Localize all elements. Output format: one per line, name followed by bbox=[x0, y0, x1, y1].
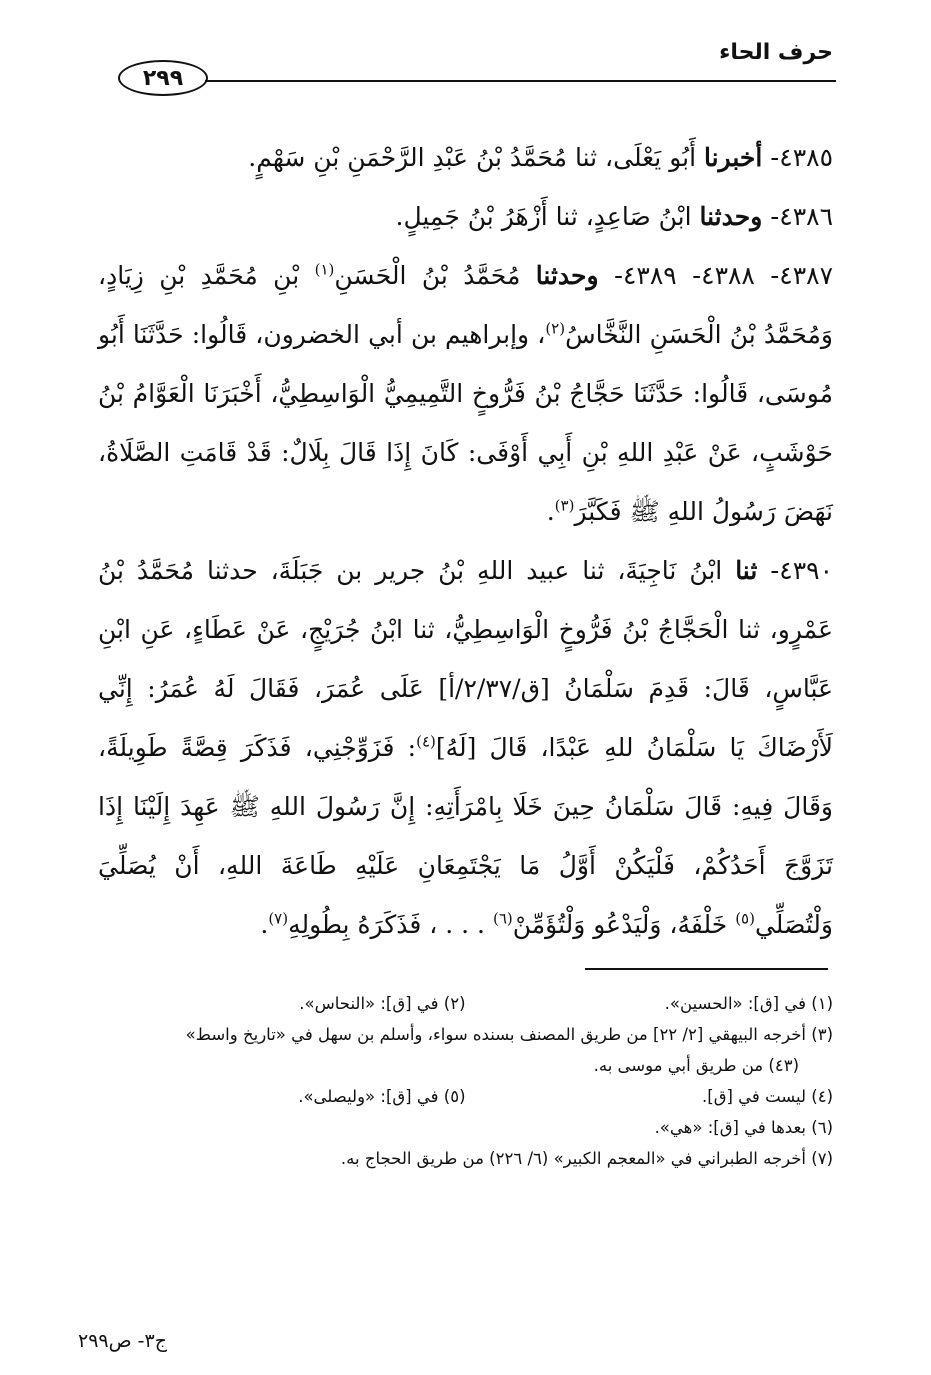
page-number: ٢٩٩ bbox=[142, 65, 184, 91]
footnote-1: (١) في [ق]: «الحسين». bbox=[664, 994, 833, 1013]
hadith-entry-4386 bbox=[98, 187, 833, 246]
footnote-3-line-1: (٣) أخرجه البيهقي [٢/ ٢٢] من طريق المصنف بسنده سواء، وأسلم بن سهل في «تاريخ واسط» bbox=[185, 1025, 833, 1044]
hadith-number: ٤٣٩٠- bbox=[770, 556, 833, 585]
footnote-6: (٦) بعدها في [ق]: «هي». bbox=[654, 1118, 833, 1137]
hadith-text: . . . ، فَذَكَرَهُ بِطُولِهِ bbox=[288, 910, 493, 939]
hadith-entry-4387-4389 bbox=[98, 246, 833, 541]
hadith-text: ابْنُ نَاجِيَةَ، ثنا عبيد اللهِ بْنُ جرير بن جَبَلَةَ، حدثنا مُحَمَّدُ بْنُ عَمْرٍو، ثنا الْحَجَّاجُ بْنُ فَرُّوخٍ الْوَاسِطِيُّ، ثنا ابْنُ جُرَيْجٍ، عَنْ عَطَاءٍ، عَنِ ابْنِ عَبَّاسٍ، قَالَ: قَدِمَ سَلْمَانُ [ق/٢/٣٧/أ] عَلَى عُمَرَ، فَقَالَ لَهُ عُمَرُ: إِنِّي لَأَرْضَاكَ يَا سَلْمَانُ للهِ عَبْدًا، قَالَ [لَهُ] bbox=[98, 556, 833, 762]
footnote-row bbox=[98, 1081, 833, 1112]
footnote-ref: (٣) bbox=[554, 496, 575, 515]
footnote-7: (٧) أخرجه الطبراني في «المعجم الكبير» (٦/ ٢٢٦) من طريق الحجاج به. bbox=[340, 1149, 833, 1168]
footnote-5: (٥) في [ق]: «وليصلى». bbox=[298, 1087, 466, 1106]
hadith-text: خَلْفَهُ، وَلْيَدْعُو وَلْتُؤَمِّنْ bbox=[512, 910, 736, 939]
hadith-text: ، وإبراهيم بن أبي الخضرون، قَالُوا: حَدَّثَنَا أَبُو مُوسَى، قَالُوا: حَدَّثَنَا حَجَّاجُ بْنُ فَرُّوخٍ التَّمِيمِيُّ الْوَاسِطِيُّ، أَخْبَرَنَا الْعَوَّامُ بْنُ حَوْشَبٍ، عَنْ عَبْدِ اللهِ بْنِ أَبِي أَوْفَى: كَانَ إِذَا قَالَ بِلَالٌ: قَدْ قَامَتِ الصَّلَاةُ، نَهَضَ رَسُولُ اللهِ ﷺ فَكَبَّرَ bbox=[98, 320, 833, 526]
hadith-entry-4390 bbox=[98, 541, 833, 954]
footnote-separator bbox=[585, 968, 828, 970]
footnote-ref: (٧) bbox=[268, 909, 289, 928]
hadith-text: : فَزَوِّجْنِي، فَذَكَرَ قِصَّةً طَوِيلَةً، وَقَالَ فِيهِ: قَالَ سَلْمَانُ حِينَ خَلَا بِامْرَأَتِهِ: إِنَّ رَسُولَ اللهِ ﷺ عَهِدَ إِلَيْنَا إِذَا تَزَوَّجَ أَحَدُكُمْ، فَلْيَكُنْ أَوَّلُ مَا يَجْتَمِعَانِ عَلَيْهِ طَاعَةَ اللهِ، أَنْ يُصَلِّيَ وَلْتُصَلِّي bbox=[98, 733, 833, 939]
hadith-number: ٤٣٨٥- bbox=[770, 143, 833, 172]
hadith-number: ٤٣٨٧- ٤٣٨٨- ٤٣٨٩- bbox=[613, 261, 834, 290]
hadith-text: . bbox=[546, 497, 555, 526]
hadith-text: مُحَمَّدُ بْنُ الْحَسَنِ bbox=[334, 261, 536, 290]
footnote-4: (٤) ليست في [ق]. bbox=[702, 1087, 833, 1106]
hadith-text: ابْنُ صَاعِدٍ، ثنا أَزْهَرُ بْنُ جَمِيلٍ. bbox=[395, 202, 700, 231]
narration-keyword: أخبرنا bbox=[703, 143, 763, 172]
hadith-number: ٤٣٨٦- bbox=[770, 202, 833, 231]
hadith-body bbox=[98, 128, 833, 954]
footnote-3 bbox=[98, 1019, 833, 1081]
narration-keyword: وحدثنا bbox=[535, 261, 599, 290]
footnote-ref: (١) bbox=[314, 260, 335, 279]
footnote-3-line-2: (٤٣) من طريق أبي موسى به. bbox=[593, 1056, 799, 1075]
hadith-text: أَبُو يَعْلَى، ثنا مُحَمَّدُ بْنُ عَبْدِ الرَّحْمَنِ بْنِ سَهْمٍ. bbox=[248, 143, 704, 172]
narration-keyword: وحدثنا bbox=[699, 202, 763, 231]
hadith-text: بْنِ مُحَمَّدِ بْنِ زِيَادٍ، وَمُحَمَّدُ بْنُ الْحَسَنِ النَّخَّاسُ bbox=[98, 261, 834, 349]
footnote-ref: (٦) bbox=[492, 909, 513, 928]
hadith-text: . bbox=[260, 910, 269, 939]
header-rule bbox=[205, 80, 836, 82]
footnote-2: (٢) في [ق]: «النحاس». bbox=[299, 994, 466, 1013]
volume-page-reference: ج٣- ص٢٩٩ bbox=[78, 1330, 167, 1352]
footnote-ref: (٥) bbox=[735, 909, 755, 928]
footnote-ref: (٤) bbox=[416, 732, 436, 751]
footnote-ref: (٢) bbox=[545, 319, 566, 338]
hadith-entry-4385 bbox=[98, 128, 833, 187]
footnote-row bbox=[98, 988, 833, 1019]
page-number-badge bbox=[118, 60, 208, 96]
chapter-title: حرف الحاء bbox=[719, 40, 833, 65]
footnotes bbox=[98, 988, 833, 1174]
narration-keyword: ثنا bbox=[735, 556, 758, 585]
